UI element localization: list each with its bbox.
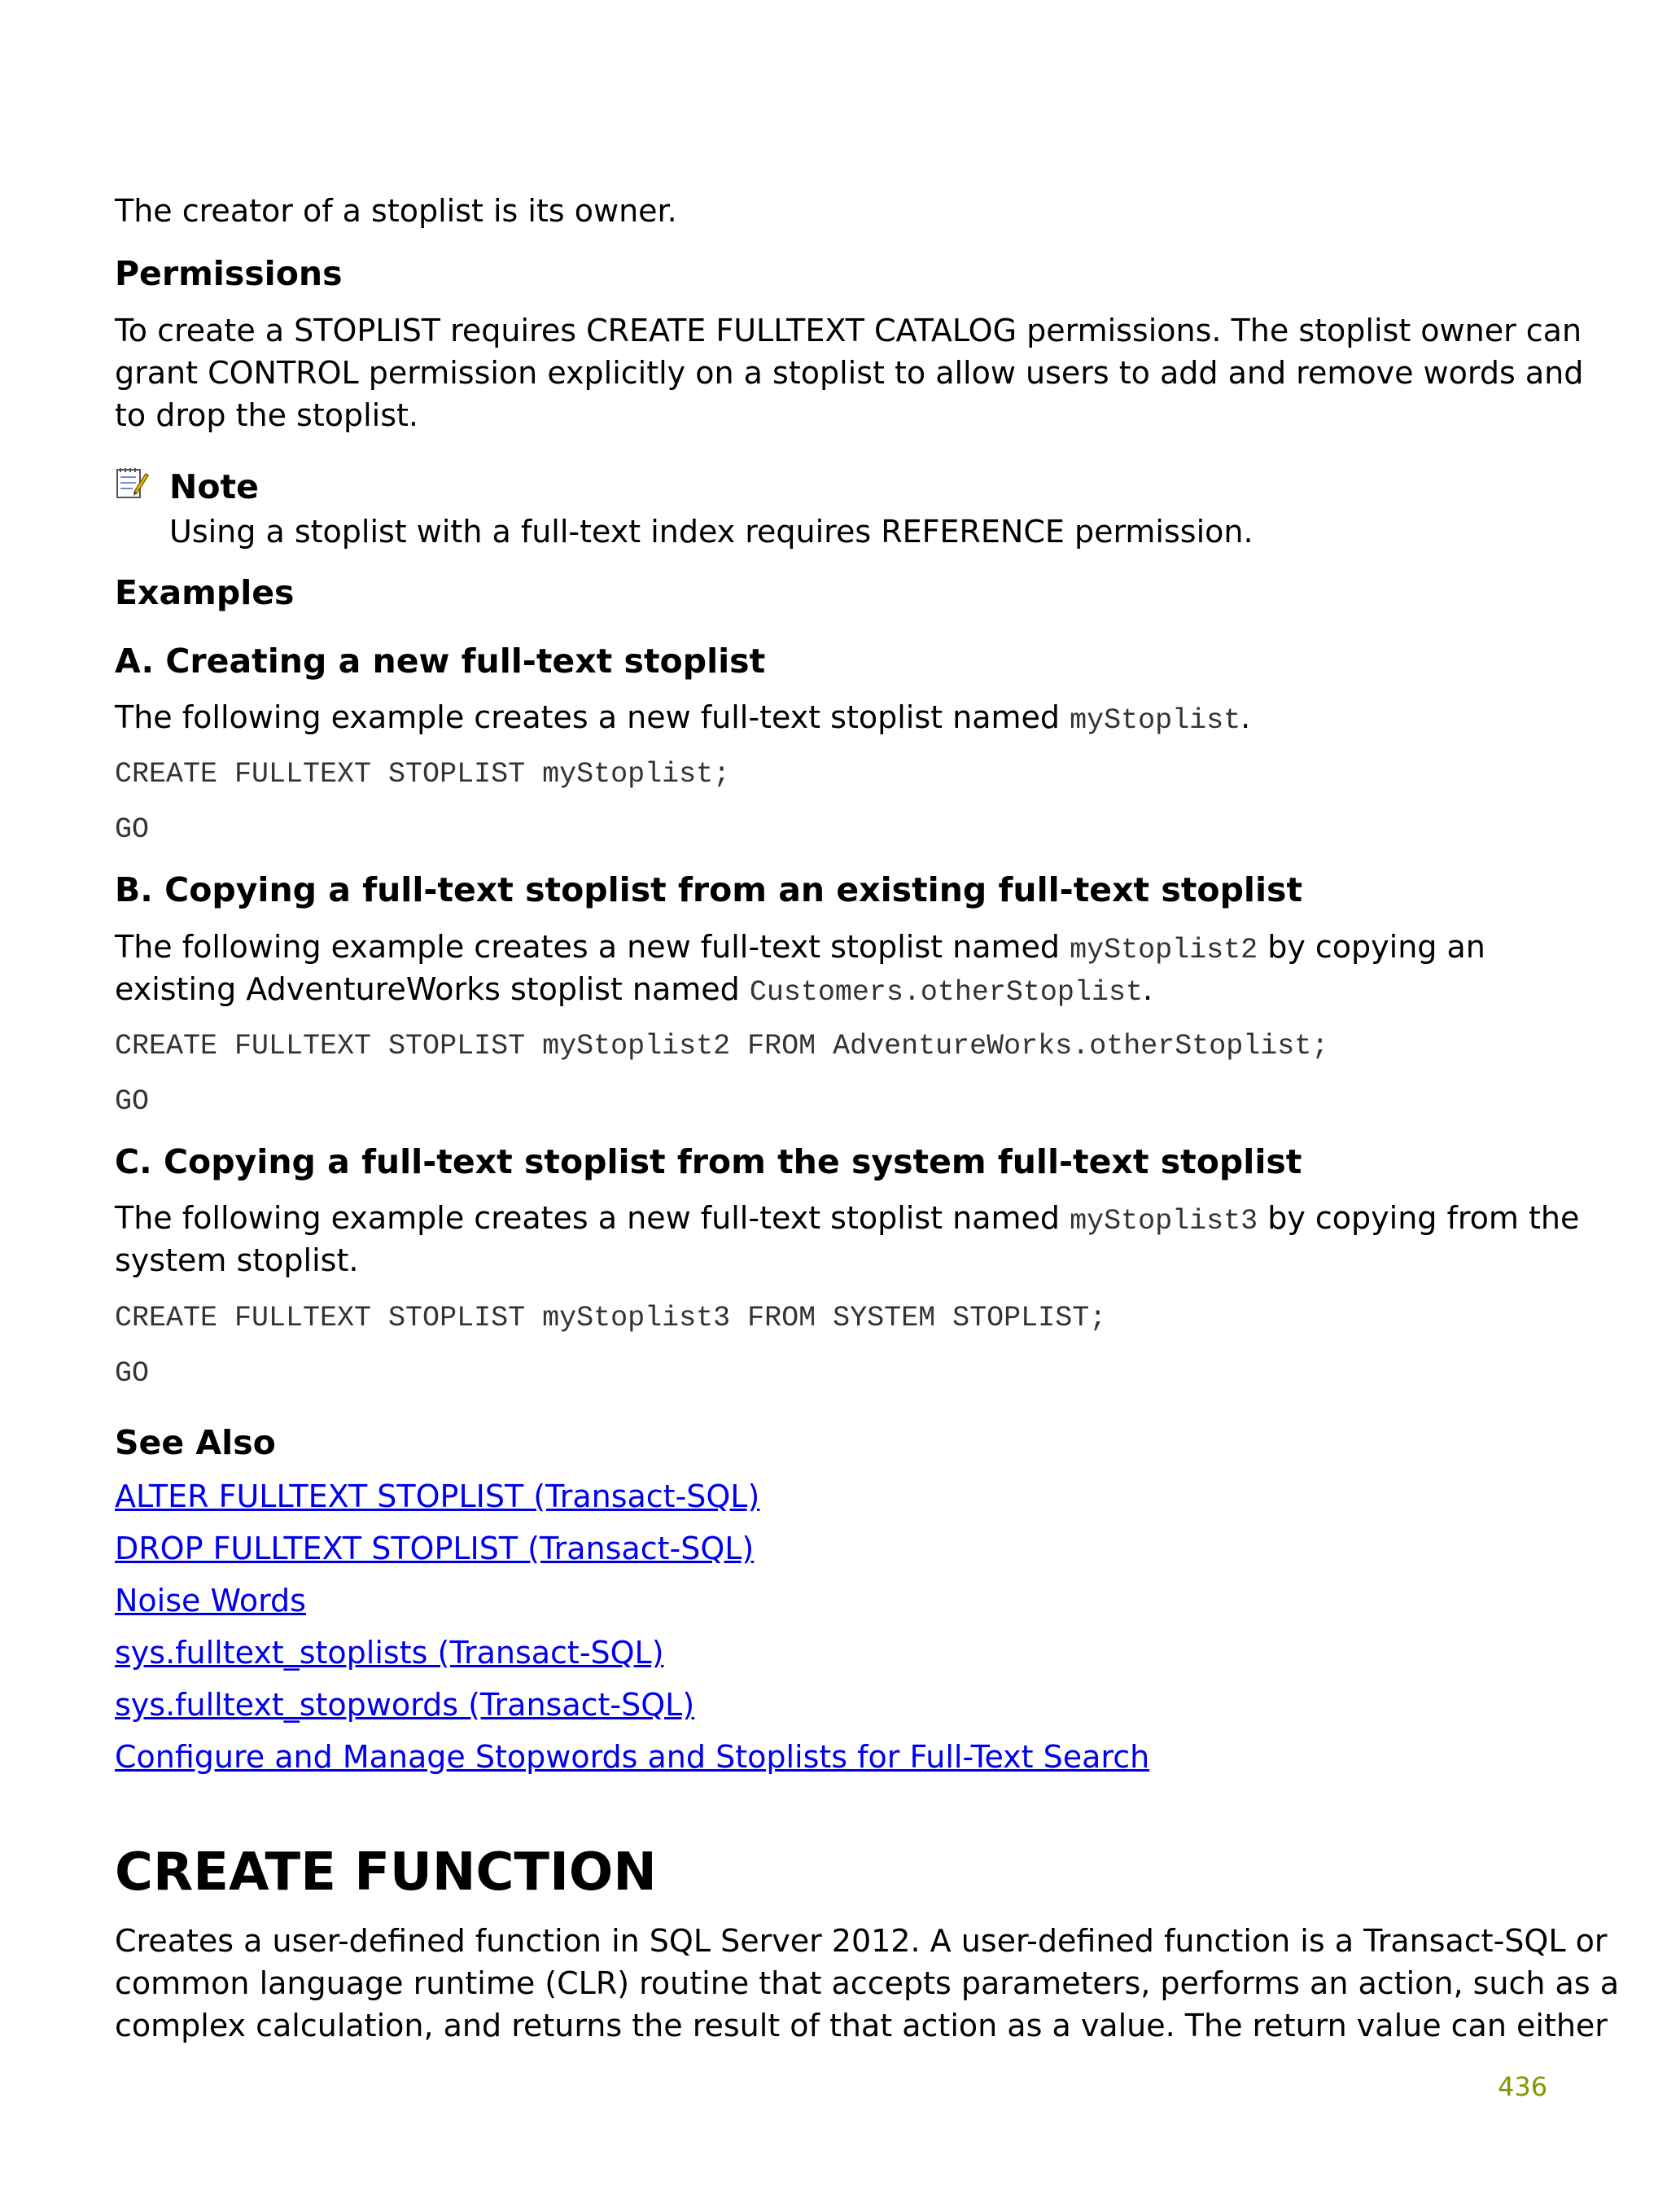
see-also-link-noise-words[interactable]: Noise Words (115, 1583, 306, 1618)
owner-text: The creator of a stoplist is its owner. (115, 193, 677, 229)
example-c-description-line-2: system stoplist. (115, 1242, 359, 1278)
example-c-description-line-1: The following example creates a new full-text stoplist named myStoplist3 by copying from the (115, 1200, 1580, 1237)
create-function-line-2: common language runtime (CLR) routine that accepts parameters, performs an action, such as a (115, 1965, 1619, 2001)
example-b-code-line-2: GO (115, 1085, 150, 1118)
note-icon (115, 466, 149, 500)
see-also-link-configure-stopwords[interactable]: Configure and Manage Stopwords and Stoplists for Full-Text Search (115, 1739, 1150, 1775)
permissions-line-3: to drop the stoplist. (115, 397, 418, 433)
example-b-description-line-1: The following example creates a new full-text stoplist named myStoplist2 by copying an (115, 929, 1485, 966)
see-also-link-sys-fulltext-stopwords[interactable]: sys.fulltext_stopwords (Transact-SQL) (115, 1687, 695, 1723)
example-b-description-line-2: existing AdventureWorks stoplist named Customers.otherStoplist. (115, 971, 1153, 1009)
create-function-heading: CREATE FUNCTION (115, 1842, 657, 1903)
examples-heading: Examples (115, 573, 295, 612)
example-c-code-line-2: GO (115, 1357, 150, 1390)
example-a-heading: A. Creating a new full-text stoplist (115, 642, 766, 681)
example-c-code-line-1: CREATE FULLTEXT STOPLIST myStoplist3 FROM SYSTEM STOPLIST; (115, 1302, 1107, 1334)
inline-code: Customers.otherStoplist (749, 976, 1143, 1009)
example-a-code-line-1: CREATE FULLTEXT STOPLIST myStoplist; (115, 758, 731, 791)
example-a-code-line-2: GO (115, 813, 150, 846)
see-also-heading: See Also (115, 1423, 276, 1462)
inline-code: myStoplist2 (1070, 934, 1258, 966)
inline-code: myStoplist (1070, 704, 1241, 737)
example-c-heading: C. Copying a full-text stoplist from the system full-text stoplist (115, 1142, 1302, 1181)
example-a-description: The following example creates a new full-text stoplist named myStoplist. (115, 699, 1251, 737)
create-function-line-3: complex calculation, and returns the result of that action as a value. The return value can either (115, 2008, 1608, 2043)
note-label: Note (169, 467, 259, 506)
example-b-heading: B. Copying a full-text stoplist from an existing full-text stoplist (115, 870, 1303, 909)
create-function-line-1: Creates a user-defined function in SQL Server 2012. A user-defined function is a Transact-SQL or (115, 1923, 1608, 1959)
inline-code: myStoplist3 (1070, 1205, 1258, 1237)
see-also-link-drop-stoplist[interactable]: DROP FULLTEXT STOPLIST (Transact-SQL) (115, 1531, 755, 1566)
note-text: Using a stoplist with a full-text index requires REFERENCE permission. (169, 514, 1254, 550)
permissions-line-1: To create a STOPLIST requires CREATE FULLTEXT CATALOG permissions. The stoplist owner can (115, 313, 1582, 348)
page-number: 436 (1498, 2071, 1548, 2102)
permissions-heading: Permissions (115, 254, 343, 293)
permissions-line-2: grant CONTROL permission explicitly on a stoplist to allow users to add and remove words and (115, 355, 1584, 391)
see-also-link-alter-stoplist[interactable]: ALTER FULLTEXT STOPLIST (Transact-SQL) (115, 1478, 760, 1514)
see-also-link-sys-fulltext-stoplists[interactable]: sys.fulltext_stoplists (Transact-SQL) (115, 1635, 664, 1671)
example-b-code-line-1: CREATE FULLTEXT STOPLIST myStoplist2 FROM AdventureWorks.otherStoplist; (115, 1030, 1329, 1062)
